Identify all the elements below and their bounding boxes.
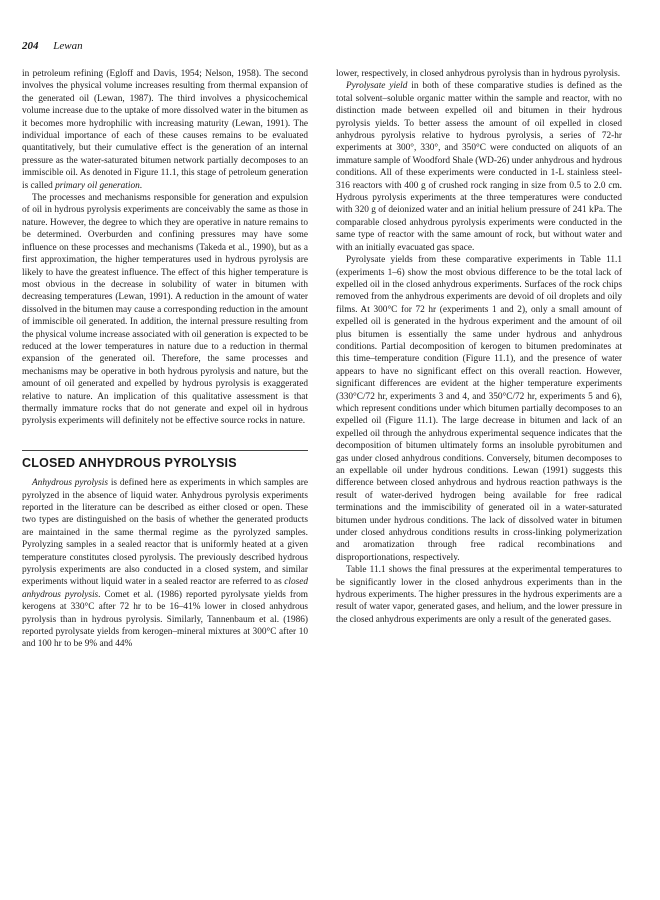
paragraph bbox=[22, 68, 308, 192]
paragraph: lower, respectively, in closed anhydrous pyrolysis than in hydrous pyrolysis. bbox=[336, 69, 621, 79]
italic-term: primary oil generation bbox=[55, 180, 140, 191]
section-title: CLOSED ANHYDROUS PYROLYSIS bbox=[22, 450, 308, 469]
paragraph: The processes and mechanisms responsible for generation and expulsion of oil in hydrous pyrolysis experiments are conceivably the same as those in nature. However, the degree to which they are operative in nature remains to be determined. Overburden and confining pressures may have some influence on these processes and mechanisms (Takeda et al., 1990), but as a first approximation, the higher temperatures used in hydrous pyrolysis are likely to have the greatest influence. The effect of this higher temperature is most obvious in the decrease in solubility of water in bitumen with decreasing temperatures (Lewan, 1991). A reduction in the amount of water dissolved in the bitumen may cause a corresponding reduction in the amount of immiscible oil generated. In addition, the internal pressure resulting from the physical volume increase associated with oil generation is expected to be reduced at the lower temperatures in nature due to a reduction in thermal expansion of the generated oil. Therefore, the same processes and mechanisms may be operative in both hydrous pyrolysis and nature, but the amount of oil generated and expelled by hydrous pyrolysis is exaggerated relative to nature. An implication of this qualitative assessment is that thermally immature rocks that do not generate and expel oil in hydrous pyrolysis experiments will definitely not be effective source rocks in nature. bbox=[22, 193, 308, 427]
running-title: Lewan bbox=[53, 40, 83, 52]
italic-term: Anhydrous pyrolysis bbox=[32, 478, 108, 489]
paragraph-text: in both of these comparative studies is defined as the total solvent–soluble organic matter within the sample and reactor, with no distinction made between expelled oil and bitumen in their hydrous pyrolysis yields. To better assess the amount of oil expelled in closed anhydrous pyrolysis relative to hydrous pyrolysis, a series of 72-hr experiments at 300°, 330°, and 350°C were conducted on aliquots of an immature sample of Woodford Shale (WD-26) under anhydrous and hydrous conditions. All of these experiments were conducted in 1-L stainless steel-316 reactors with 400 g of crushed rock ranging in size from 0.5 to 2.0 cm. Hydrous pyrolysis experiments at the three temperatures were conducted with 320 g of deionized water and an initial helium pressure of 241 kPa. The comparable closed anhydrous pyrolysis experiments were conducted in the same type of reactor with the same amount of rock, but without water and with an initially evacuated gas space. bbox=[336, 81, 622, 253]
paragraph-text: is defined here as experiments in which samples are pyrolyzed in the absence of liquid water. Anhydrous pyrolysis experiments reported in the literature can be described as either closed or open. These two types are distinguished on the basis of whether the generated products are maintained in the same thermal regime as the pyrolyzed samples. Pyrolyzing samples in a sealed reactor that is uniformly heated at a given temperature constitutes closed pyrolysis. The previously described hydrous pyrolysis experiments are also conducted in a closed system, and similar experiments without liquid water in a sealed reactor are referred to as bbox=[22, 478, 308, 588]
left-column bbox=[22, 68, 308, 651]
paragraph bbox=[22, 477, 308, 651]
page-number: 204 bbox=[22, 40, 39, 52]
paragraph: Pyrolysate yields from these comparative experiments in Table 11.1 (experiments 1–6) show the most obvious difference to be the total lack of expelled oil in the closed anhydrous experiments. Surfaces of the rock chips removed from the anhydrous experiments are devoid of oil droplets and oily films. At 300°C for 72 hr (experiments 1 and 2), only a small amount of expelled oil is generated in the hydrous experiment and the amount of oil plus bitumen is essentially the same under hydrous and anhydrous conditions. Partial decomposition of kerogen to bitumen predominates at this time–temperature condition (Figure 11.1), and the presence of water appears to have no significant effect on this overall reaction. However, significant differences are evident at the higher temperature experiments (330°C/72 hr, experiments 3 and 4, and 350°C/72 hr, experiments 5 and 6), which represent conditions under which bitumen partially decomposes to an expelled oil (Figure 11.1). The large decrease in bitumen and lack of an expelled oil through the anhydrous experimental sequence indicates that the decomposition of bitumen ultimately forms an insoluble pyrobitumen and gas under closed anhydrous conditions. Conversely, bitumen decomposes to an expellable oil under hydrous conditions. Lewan (1991) suggests this difference between closed anhydrous and hydrous reaction pathways is the result of water-derived hydrogen being available for free radical terminations and the immiscibility of generated oil in a water-saturated bitumen under hydrous conditions. The lack of dissolved water in bitumen under closed anhydrous conditions results in cross-linking polymerization and aromatization through free radical recombinations and disproportionations, respectively. bbox=[336, 255, 622, 563]
italic-term: Pyrolysate yield bbox=[346, 81, 408, 92]
right-column bbox=[336, 68, 622, 626]
paragraph-text: . Comet et al. (1986) reported pyrolysate yields from kerogens at 330°C after 72 hr to be 16–41% lower in closed anhydrous pyrolysis than in hydrous pyrolysis. Similarly, Tannenbaum et al. (1986) reported pyrolysate yields from kerogen–mineral mixtures at 300°C after 10 and 100 hr to be 9% and 44% bbox=[22, 589, 308, 650]
paragraph bbox=[336, 80, 622, 254]
paragraph: Table 11.1 shows the final pressures at the experimental temperatures to be significantly lower in the closed anhydrous experiments than in the hydrous experiments. The higher pressures in the hydrous experiments are a result of water vapor, generated gases, and helium, and the lower pressure in the closed anhydrous experiments are only a result of the generated gases. bbox=[336, 565, 622, 625]
italic-term: closed anhydrous pyrolysis bbox=[22, 577, 308, 600]
paragraph-text: . bbox=[139, 180, 143, 191]
paragraph-text: in petroleum refining (Egloff and Davis, 1954; Nelson, 1958). The second involves the physical volume increases resulting from thermal expansion of the generated oil (Lewan, 1987). The third involves a physicochemical volume increase due to the uptake of more dissolved water in the bitumen as it becomes more hydrophilic with increasing maturity (Lewan, 1991). The individual importance of each of these causes remains to be evaluated quantitatively, but their cumulative effect is the generation of an internal pressure as the water-saturated bitumen network partially decomposes to an immiscible oil. As denoted in Figure 11.1, this stage of petroleum generation is called bbox=[22, 69, 308, 191]
running-header bbox=[22, 40, 83, 52]
